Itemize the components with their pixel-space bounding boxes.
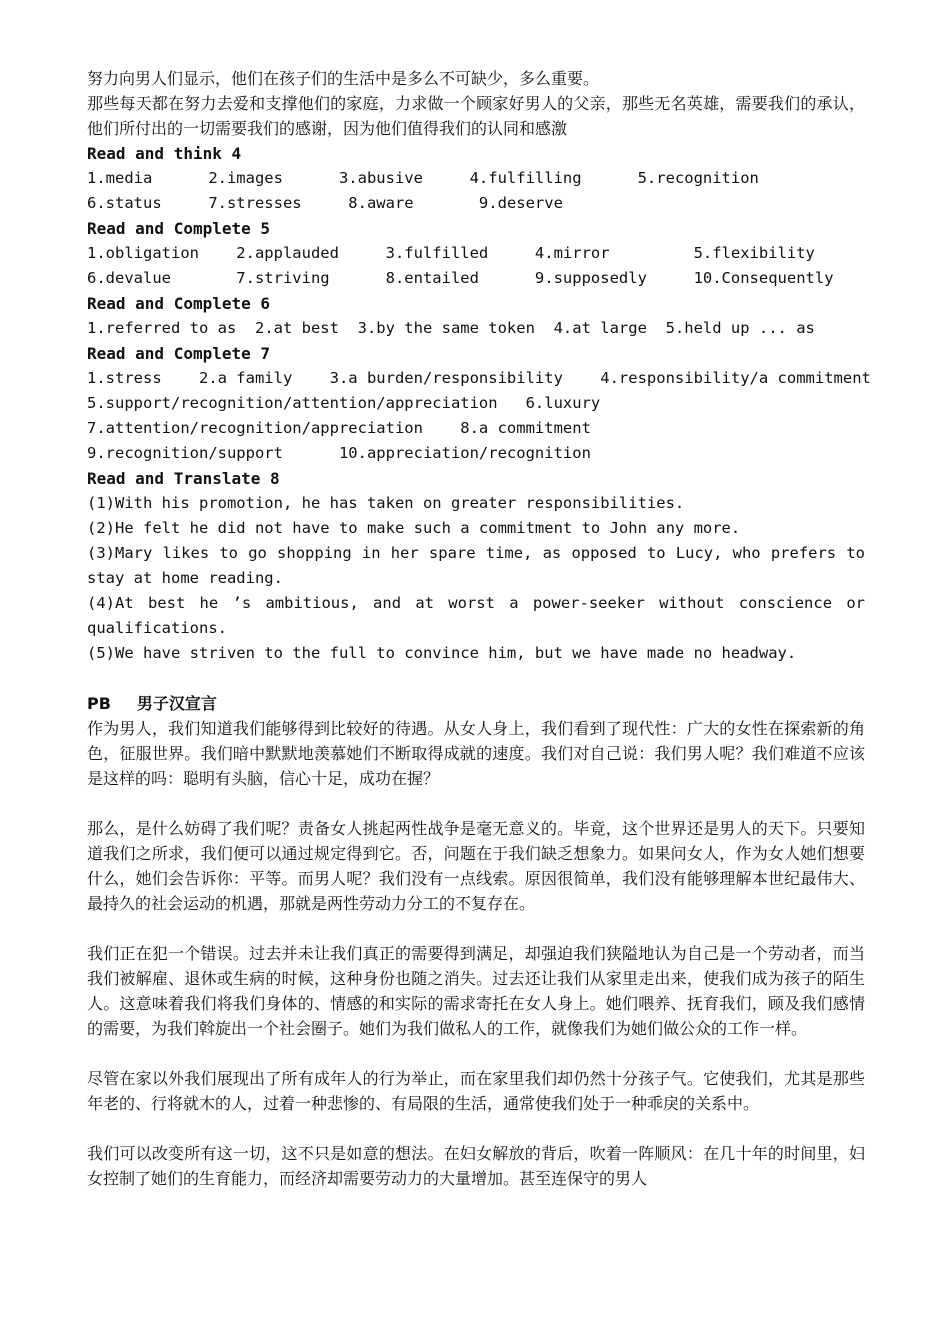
translation-sentence: (1)With his promotion, he has taken on greater responsibilities. [87,494,685,512]
pb-heading [87,691,865,716]
intro-line-1: 努力向男人们显示，他们在孩子们的生活中是多么不可缺少，多么重要。 [87,69,600,88]
heading-read-think-4: Read and think 4 [87,144,242,163]
heading-read-translate-8: Read and Translate 8 [87,469,280,488]
spacer [87,1116,865,1141]
translation-sentence: (5)We have striven to the full to convince him, but we have made no headway. [87,644,797,662]
intro-line-2: 那些每天都在努力去爱和支撑他们的家庭，力求做一个顾家好男人的父亲，那些无名英雄，需要我们的承认，他们所付出的一切需要我们的感谢，因为他们值得我们的认同和感激 [87,94,865,138]
heading-read-complete-7: Read and Complete 7 [87,344,271,363]
answer-row: 6.status 7.stresses 8.aware 9.deserve [87,194,563,212]
pb-paragraph-3: 我们正在犯一个错误。过去并未让我们真正的需要得到满足，却强迫我们狭隘地认为自己是一个劳动者，而当我们被解雇、退休或生病的时候，这种身份也随之消失。过去还让我们从家里走出来，使我们成为孩子的陌生人。这意味着我们将我们身体的、情感的和实际的需求寄托在女人身上。她们喂养、抚育我们，顾及我们感情的需要，为我们斡旋出一个社会圈子。她们为我们做私人的工作，就像我们为她们做公众的工作一样。 [87,944,865,1038]
pb-paragraph-4: 尽管在家以外我们展现出了所有成年人的行为举止，而在家里我们却仍然十分孩子气。它使我们，尤其是那些年老的、行将就木的人，过着一种悲惨的、有局限的生活，通常使我们处于一种乖戾的关系中。 [87,1069,865,1113]
translation-sentence: (4)At best he ’s ambitious, and at worst a power-seeker without conscience or qualifications. [87,594,865,637]
answer-row: 9.recognition/support 10.appreciation/recognition [87,444,591,462]
spacer [87,1041,865,1066]
pb-title: 男子汉宣言 [136,694,217,713]
pb-label: PB [87,694,111,713]
translation-sentence: (2)He felt he did not have to make such a commitment to John any more. [87,519,741,537]
answer-row: 6.devalue 7.striving 8.entailed 9.supposedly 10.Consequently [87,269,834,287]
answer-row: 1.media 2.images 3.abusive 4.fulfilling 5.recognition [87,169,759,187]
answer-row: 5.support/recognition/attention/appreciation 6.luxury [87,394,601,412]
pb-paragraph-1: 作为男人，我们知道我们能够得到比较好的待遇。从女人身上，我们看到了现代性：广大的女性在探索新的角色，征服世界。我们暗中默默地羡慕她们不断取得成就的速度。我们对自己说：我们男人呢？我们难道不应该是这样的吗：聪明有头脑，信心十足，成功在握？ [87,719,865,788]
heading-read-complete-6: Read and Complete 6 [87,294,271,313]
spacer [87,916,865,941]
spacer [87,666,865,691]
answer-row: 7.attention/recognition/appreciation 8.a commitment [87,419,591,437]
document-page [87,66,871,1191]
answer-row: 1.referred to as 2.at best 3.by the same token 4.at large 5.held up ... as [87,319,815,337]
spacer [87,791,865,816]
pb-paragraph-2: 那么，是什么妨碍了我们呢？责备女人挑起两性战争是毫无意义的。毕竟，这个世界还是男人的天下。只要知道我们之所求，我们便可以通过规定得到它。否，问题在于我们缺乏想象力。如果问女人，作为女人她们想要什么，她们会告诉你：平等。而男人呢？我们没有一点线索。原因很简单，我们没有能够理解本世纪最伟大、最持久的社会运动的机遇，那就是两性劳动力分工的不复存在。 [87,819,865,913]
translation-sentence: (3)Mary likes to go shopping in her spare time, as opposed to Lucy, who prefers to stay at home reading. [87,544,865,587]
pb-paragraph-5: 我们可以改变所有这一切，这不只是如意的想法。在妇女解放的背后，吹着一阵顺风：在几十年的时间里，妇女控制了她们的生育能力，而经济却需要劳动力的大量增加。甚至连保守的男人 [87,1144,865,1188]
answer-row: 1.obligation 2.applauded 3.fulfilled 4.mirror 5.flexibility [87,244,815,262]
heading-read-complete-5: Read and Complete 5 [87,219,271,238]
answer-row: 1.stress 2.a family 3.a burden/responsibility 4.responsibility/a commitment [87,369,871,387]
